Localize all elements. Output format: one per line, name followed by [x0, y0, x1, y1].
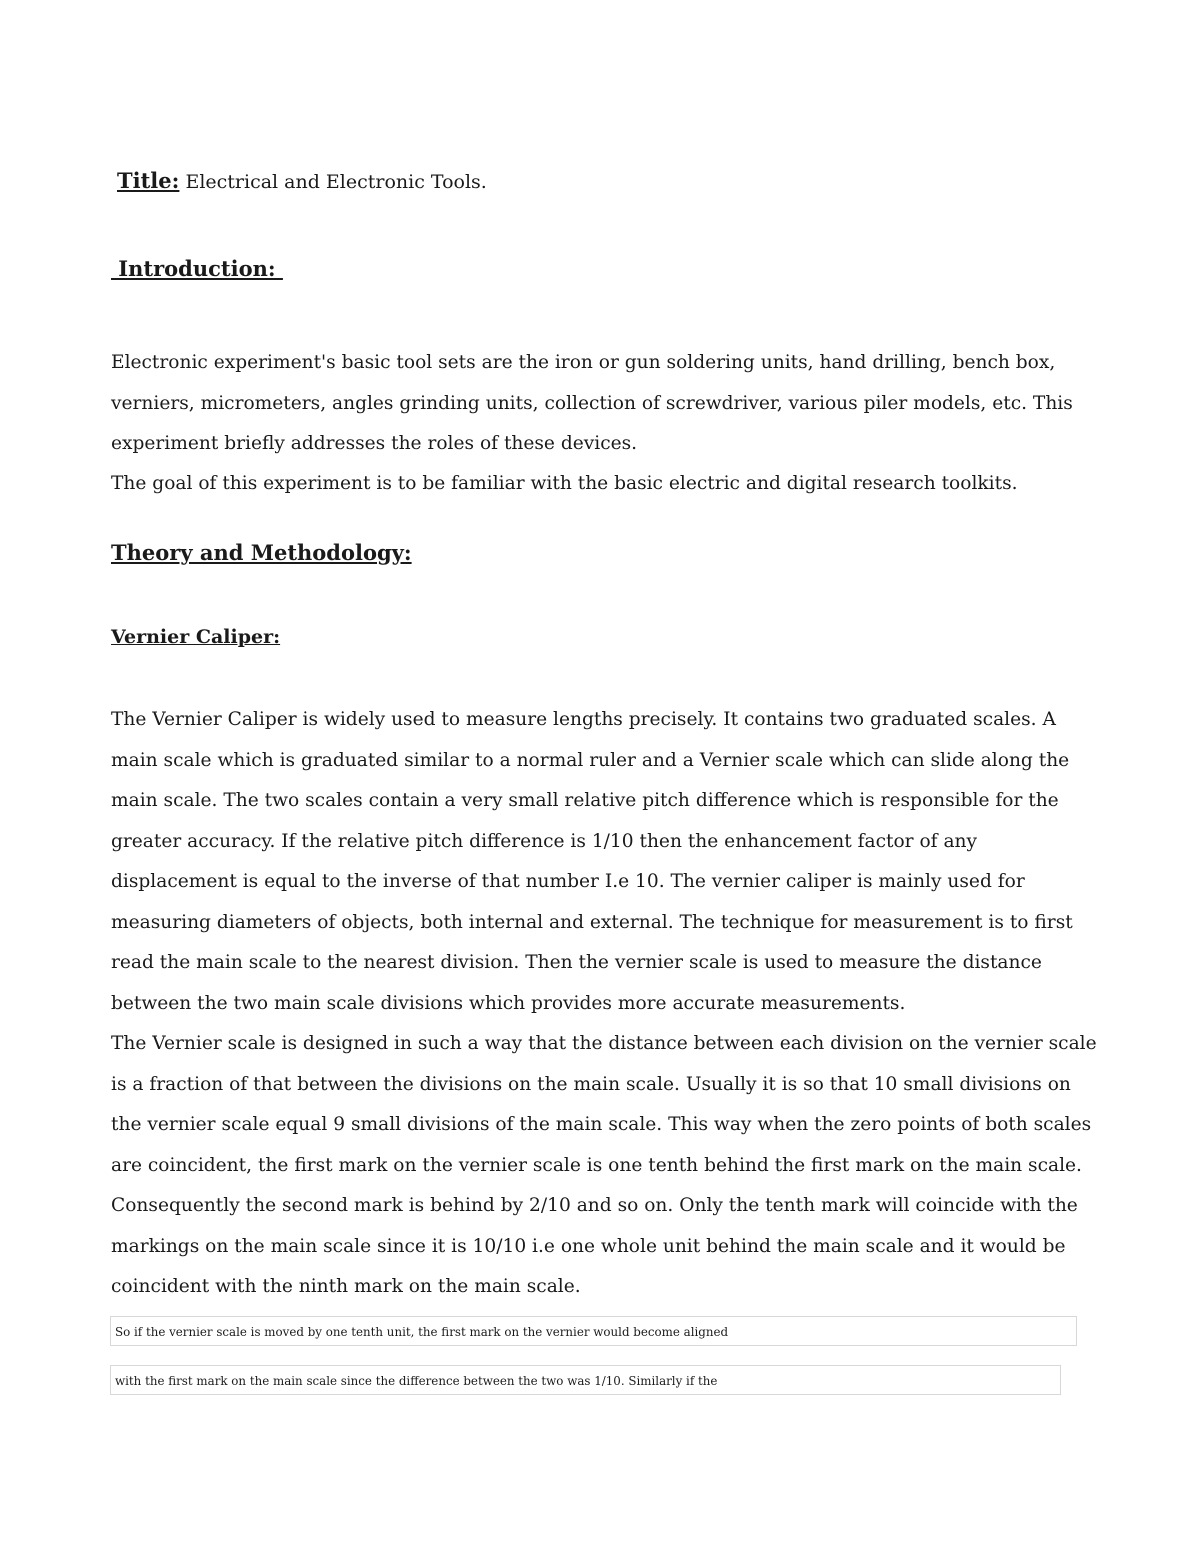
document-title: [117, 168, 487, 193]
introduction-paragraph: [111, 343, 1101, 465]
vernier-caliper-paragraph: [111, 700, 1101, 1308]
paragraph-line: Consequently the second mark is behind by 2/10 and so on. Only the tenth mark will coincide with the: [111, 1195, 1078, 1216]
paragraph-line: The Vernier Caliper is widely used to measure lengths precisely. It contains two graduated scales. A: [111, 709, 1056, 730]
boxed-text-line: So if the vernier scale is moved by one tenth unit, the first mark on the vernier would become aligned: [110, 1316, 1077, 1346]
paragraph-line: Electronic experiment's basic tool sets are the iron or gun soldering units, hand drilling, bench box,: [111, 352, 1056, 373]
paragraph-line: measuring diameters of objects, both internal and external. The technique for measurement is to first: [111, 911, 1073, 933]
paragraph-line: the vernier scale equal 9 small divisions of the main scale. This way when the zero points of both scales: [111, 1114, 1092, 1135]
paragraph-line: main scale which is graduated similar to a normal ruler and a Vernier scale which can slide along the: [111, 749, 1070, 771]
vernier-caliper-heading: Vernier Caliper:: [111, 626, 281, 648]
boxed-text-line: with the first mark on the main scale since the difference between the two was 1/10. Similarly if the: [110, 1365, 1061, 1395]
paragraph-line: are coincident, the first mark on the vernier scale is one tenth behind the first mark on the main scale.: [111, 1154, 1082, 1176]
paragraph-line: The goal of this experiment is to be familiar with the basic electric and digital research toolkits.: [111, 473, 1018, 494]
paragraph-line: verniers, micrometers, angles grinding units, collection of screwdriver, various piler models, etc. This: [111, 392, 1073, 414]
paragraph-line: displacement is equal to the inverse of that number I.e 10. The vernier caliper is mainly used for: [111, 871, 1025, 892]
paragraph-line: markings on the main scale since it is 10/10 i.e one whole unit behind the main scale and it would be: [111, 1235, 1066, 1257]
introduction-heading: Introduction:: [111, 256, 283, 281]
goal-paragraph: [111, 464, 1101, 505]
paragraph-line: experiment briefly addresses the roles of these devices.: [111, 433, 638, 454]
title-text: Electrical and Electronic Tools.: [179, 171, 487, 193]
paragraph-line: The Vernier scale is designed in such a way that the distance between each division on the vernier scale: [111, 1033, 1097, 1054]
paragraph-line: read the main scale to the nearest division. Then the vernier scale is used to measure the distance: [111, 952, 1042, 973]
paragraph-line: coincident with the ninth mark on the main scale.: [111, 1276, 581, 1297]
theory-methodology-heading: Theory and Methodology:: [111, 540, 412, 565]
paragraph-line: greater accuracy. If the relative pitch difference is 1/10 then the enhancement factor of any: [111, 830, 978, 852]
paragraph-line: is a fraction of that between the divisions on the main scale. Usually it is so that 10 small divisions on: [111, 1073, 1071, 1095]
paragraph-line: between the two main scale divisions which provides more accurate measurements.: [111, 992, 906, 1014]
title-label: Title:: [117, 168, 180, 193]
paragraph-line: main scale. The two scales contain a very small relative pitch difference which is responsible for the: [111, 790, 1059, 811]
